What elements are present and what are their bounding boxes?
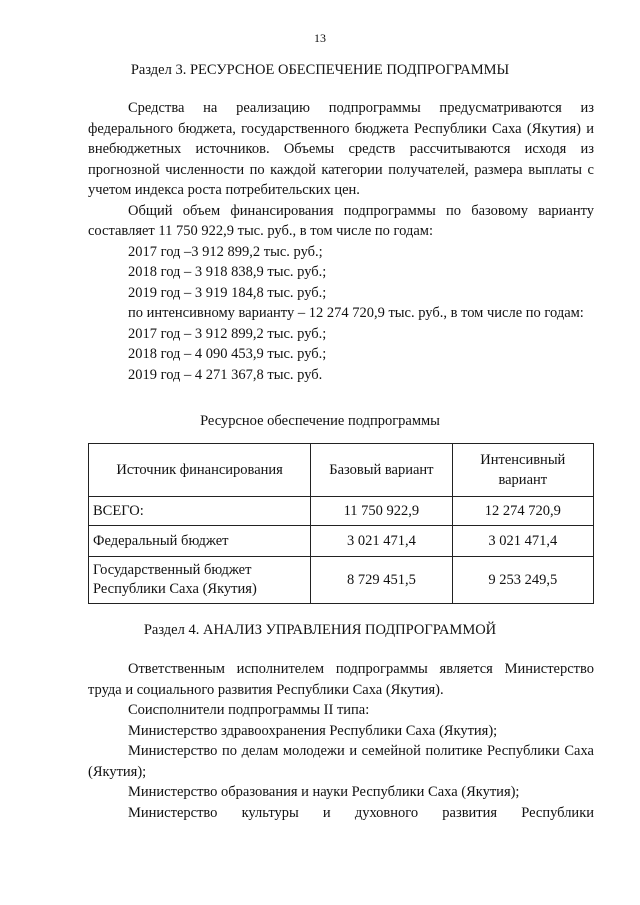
paragraph: Средства на реализацию подпрограммы предусматриваются из федерального бюджета, государственного бюджета Республики Саха (Якутия) и внебюджетных источников. Объемы средств рассчитываются исходя из прогнозной численности по каждой категории получателей, размера выплаты с учетом индекса роста потребительских цен. xyxy=(88,100,594,198)
table-row xyxy=(89,497,594,526)
page-number: 13 xyxy=(314,31,326,45)
table-cell: 9 253 249,5 xyxy=(452,557,593,604)
paragraph: Соисполнители подпрограммы II типа: xyxy=(128,702,370,718)
table-cell: ВСЕГО: xyxy=(89,497,311,526)
paragraph: по интенсивному варианту – 12 274 720,9 тыс. руб., в том числе по годам: xyxy=(128,305,584,321)
table-cell: Государственный бюджет Республики Саха (Якутия) xyxy=(89,557,311,604)
section-4-title: Раздел 4. АНАЛИЗ УПРАВЛЕНИЯ ПОДПРОГРАММОЙ xyxy=(143,622,497,638)
resource-table xyxy=(88,443,594,604)
paragraph: 2017 год –3 912 899,2 тыс. руб.; xyxy=(128,243,323,260)
paragraph: Министерство образования и науки Республики Саха (Якутия); xyxy=(128,784,520,800)
table-cell: 12 274 720,9 xyxy=(452,497,593,526)
table-header: Источник финансирования xyxy=(89,444,311,497)
paragraph: 2018 год – 3 918 838,9 тыс. руб.; xyxy=(128,264,327,280)
paragraph: Министерство здравоохранения Республики Саха (Якутия); xyxy=(128,722,498,739)
paragraph: 2019 год – 3 919 184,8 тыс. руб.; xyxy=(128,284,327,301)
table-cell: 11 750 922,9 xyxy=(311,497,452,526)
table-cell: 8 729 451,5 xyxy=(311,557,452,604)
table-cell: Федеральный бюджет xyxy=(89,526,311,557)
paragraph: Министерство по делам молодежи и семейной политике Республики Саха (Якутия); xyxy=(88,743,594,780)
paragraph: Ответственным исполнителем подпрограммы является Министерство труда и социального развития Республики Саха (Якутия). xyxy=(88,661,594,698)
paragraph: 2019 год – 4 271 367,8 тыс. руб. xyxy=(128,366,323,383)
table-header: Базовый вариант xyxy=(311,444,452,497)
section-4-body xyxy=(88,659,594,823)
table-row xyxy=(89,557,594,604)
table-header-row xyxy=(89,444,594,497)
section-3-title: Раздел 3. РЕСУРСНОЕ ОБЕСПЕЧЕНИЕ ПОДПРОГРАММЫ xyxy=(130,62,510,78)
table-caption: Ресурсное обеспечение подпрограммы xyxy=(200,413,440,429)
paragraph: Общий объем финансирования подпрограммы по базовому варианту составляет 11 750 922,9 тыс. руб., в том числе по годам: xyxy=(88,202,594,239)
table-cell: 3 021 471,4 xyxy=(311,526,452,557)
paragraph: 2018 год – 4 090 453,9 тыс. руб.; xyxy=(128,346,327,362)
paragraph: Министерство культуры и духовного развития Республики xyxy=(128,804,594,821)
section-3-body xyxy=(88,98,594,385)
paragraph: 2017 год – 3 912 899,2 тыс. руб.; xyxy=(128,325,327,342)
table-cell: 3 021 471,4 xyxy=(452,526,593,557)
table-header: Интенсивный вариант xyxy=(452,444,593,497)
table-row xyxy=(89,526,594,557)
